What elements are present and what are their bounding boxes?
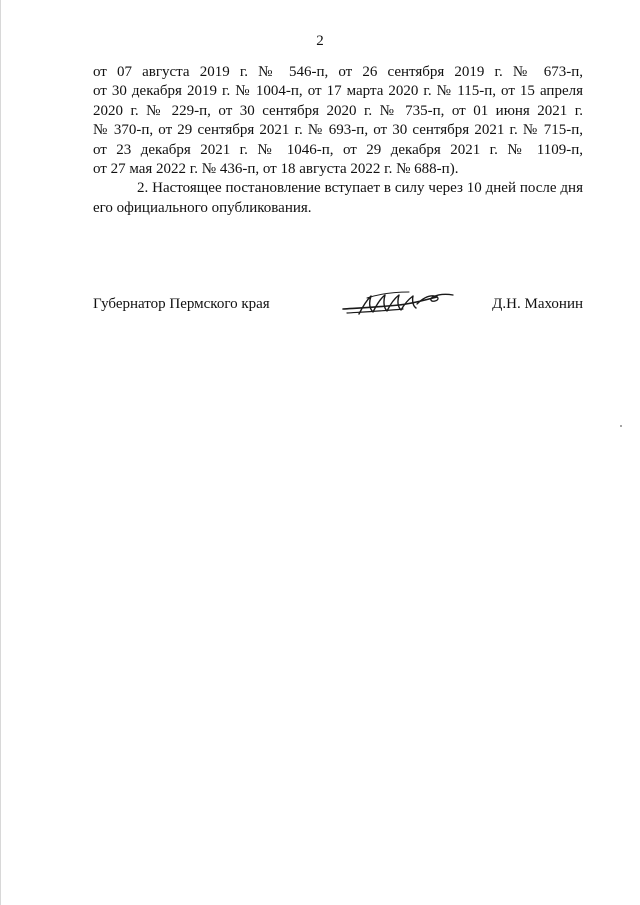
document-body <box>93 63 583 218</box>
scan-speck <box>620 425 622 427</box>
scan-left-edge <box>0 0 1 905</box>
page-number: 2 <box>316 33 324 49</box>
text-line: от 07 августа 2019 г. № 546-п, от 26 сентября 2019 г. № 673-п, <box>93 64 583 80</box>
text-line: от 23 декабря 2021 г. № 1046-п, от 29 декабря 2021 г. № 1109-п, <box>93 141 583 158</box>
text-line: его официального опубликования. <box>93 199 312 216</box>
text-line: 2020 г. № 229-п, от 30 сентября 2020 г. № 735-п, от 01 июня 2021 г. <box>93 102 583 119</box>
text-line: от 27 мая 2022 г. № 436-п, от 18 августа 2022 г. № 688-п). <box>93 161 459 178</box>
signer-name: Д.Н. Махонин <box>492 296 583 312</box>
text-line: № 370-п, от 29 сентября 2021 г. № 693-п, от 30 сентября 2021 г. № 715-п, <box>93 122 583 139</box>
text-line: 2. Настоящее постановление вступает в силу через 10 дней после дня <box>137 180 583 197</box>
text-line: от 30 декабря 2019 г. № 1004-п, от 17 марта 2020 г. № 115-п, от 15 апреля <box>93 83 583 100</box>
signer-position-title: Губернатор Пермского края <box>93 296 270 312</box>
paragraph-amendments-list <box>93 63 583 179</box>
handwritten-signature-icon <box>339 288 457 322</box>
signature-block <box>93 296 583 326</box>
paragraph-effective-date <box>93 179 583 218</box>
